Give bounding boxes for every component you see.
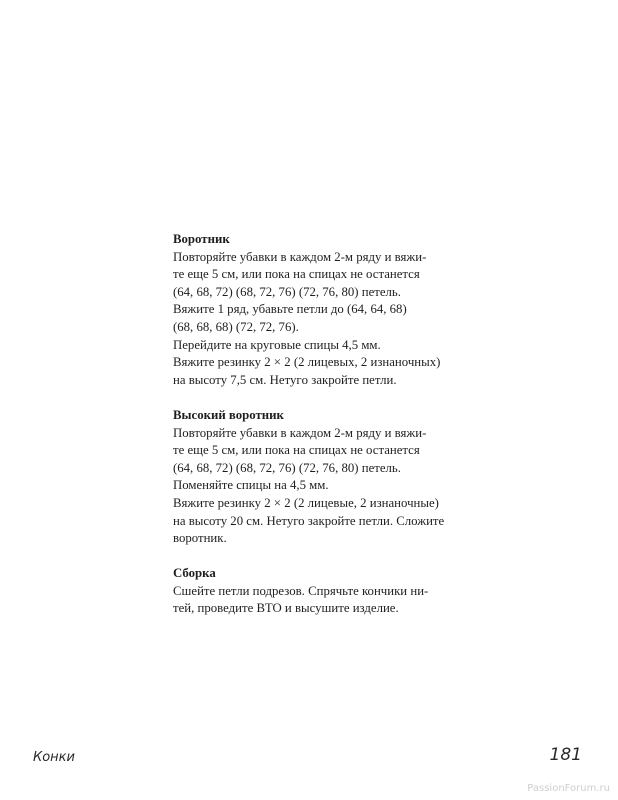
page-content	[173, 231, 473, 636]
section-body: Повторяйте убавки в каждом 2-м ряду и вяжи- те еще 5 см, или пока на спицах не останется (64, 68, 72) (68, 72, 76) (72, 76, 80) петель. Поменяйте спицы на 4,5 мм. Вяжите резинку 2 × 2 (2 лицевые, 2 изнаночные) на высоту 20 см. Нетуго закройте петли. Сложите воротник.	[173, 425, 445, 546]
page-number: 181	[549, 745, 582, 765]
section-title: Сборка	[173, 566, 216, 581]
section-collar	[173, 231, 473, 389]
section-body: Повторяйте убавки в каждом 2-м ряду и вяжи- те еще 5 см, или пока на спицах не останется (64, 68, 72) (68, 72, 76) (72, 76, 80) петель. Вяжите 1 ряд, убавьте петли до (64, 64, 68) (68, 68, 68) (72, 72, 76). Перейдите на круговые спицы 4,5 мм. Вяжите резинку 2 × 2 (2 лицевых, 2 изнаночных) на высоту 7,5 см. Нетугo закройте петли.	[173, 249, 441, 387]
watermark: PassionForum.ru	[527, 783, 610, 794]
section-title: Высокий воротник	[173, 407, 284, 422]
section-body: Сшейте петли подрезов. Спрячьте кончики ни- тей, проведите ВТО и высушите изделие.	[173, 583, 429, 616]
section-title: Воротник	[173, 232, 230, 246]
footer-section-label: Конки	[33, 750, 75, 765]
section-high-collar	[173, 407, 473, 548]
section-assembly	[173, 565, 473, 618]
